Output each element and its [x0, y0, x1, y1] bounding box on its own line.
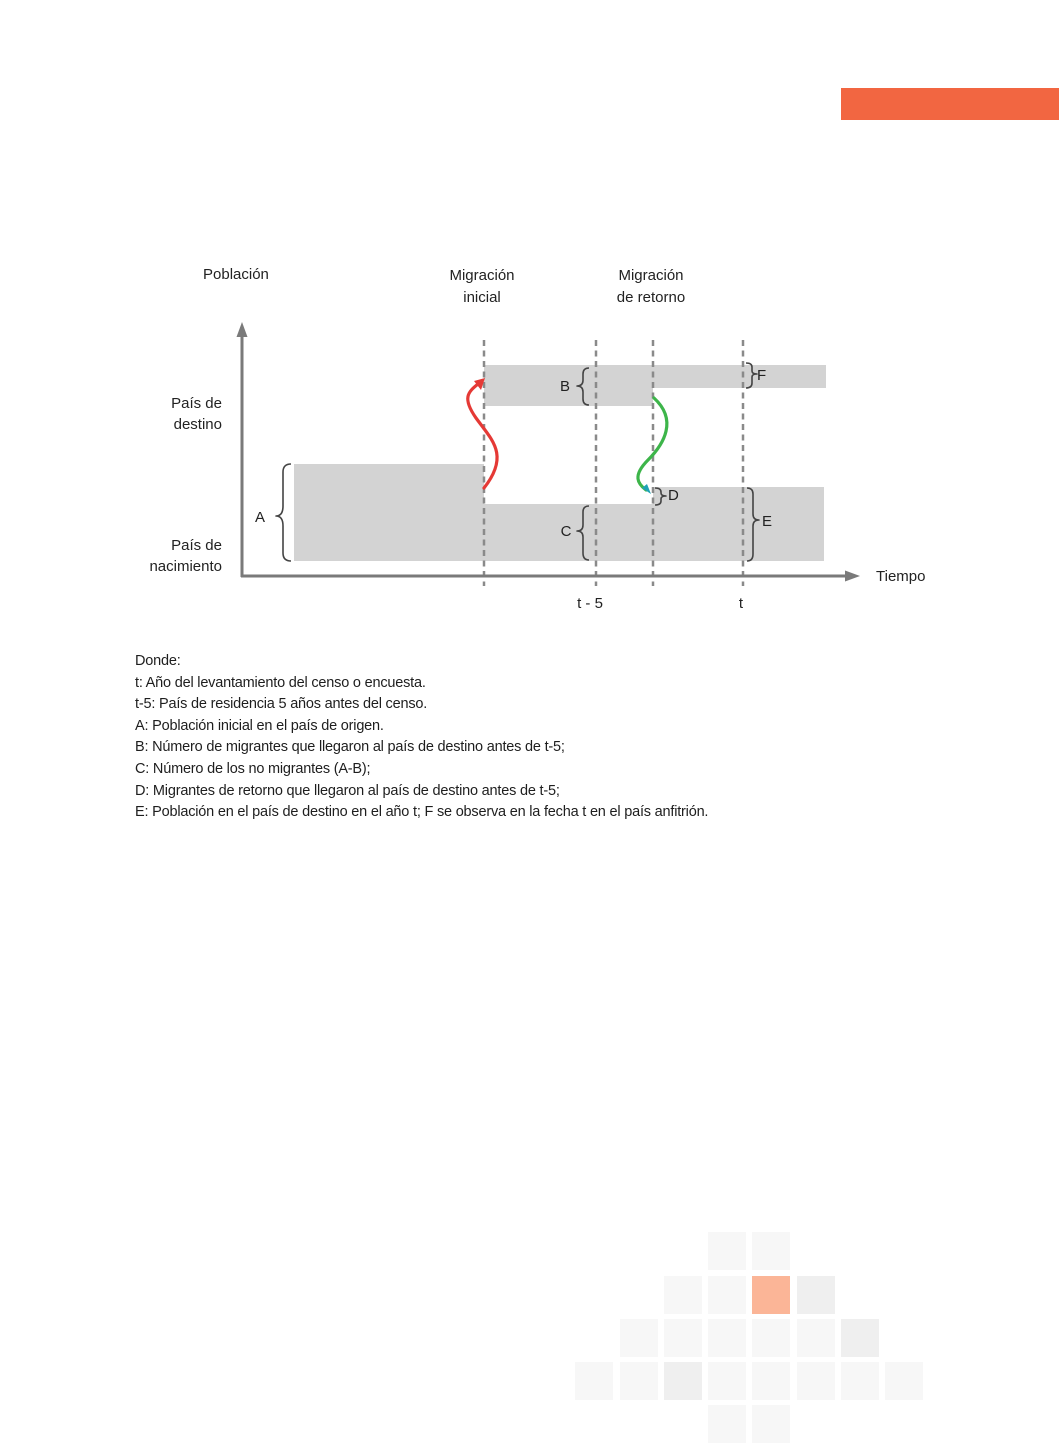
- return-migration-arrow: [638, 398, 667, 490]
- y-axis-title: Población: [203, 266, 269, 283]
- deco-square: [708, 1405, 746, 1443]
- label-destination-line1: País de: [171, 395, 222, 412]
- legend-line: E: Población en el país de destino en el año t; F se observa en la fecha t en el país anfitrión.: [135, 804, 709, 821]
- deco-square: [752, 1319, 790, 1357]
- deco-square: [797, 1362, 835, 1400]
- deco-square: [885, 1362, 923, 1400]
- legend-line: C: Número de los no migrantes (A-B);: [135, 760, 371, 777]
- label-destination-line2: destino: [173, 416, 222, 433]
- deco-square: [708, 1319, 746, 1357]
- legend-line: B: Número de migrantes que llegaron al país de destino antes de t-5;: [135, 739, 565, 756]
- deco-square: [752, 1232, 790, 1270]
- legend-intro: Donde:: [135, 653, 181, 669]
- deco-square: [797, 1319, 835, 1357]
- tick-t-minus-5: t - 5: [577, 595, 603, 612]
- legend-line: t: Año del levantamiento del censo o encuesta.: [135, 674, 426, 691]
- deco-square: [708, 1232, 746, 1270]
- band-remaining-migrants: [653, 365, 826, 388]
- band-initial-population: [294, 464, 484, 561]
- deco-square: [664, 1362, 702, 1400]
- segment-label-B: B: [559, 378, 571, 395]
- label-birth-line1: País de: [171, 537, 222, 554]
- deco-square: [797, 1276, 835, 1314]
- deco-square: [664, 1276, 702, 1314]
- tick-t: t: [738, 595, 744, 612]
- label-birth-line2: nacimiento: [149, 558, 222, 575]
- deco-square: [752, 1405, 790, 1443]
- deco-square-accent: [752, 1276, 790, 1314]
- label-initial-migration-line2: inicial: [463, 289, 501, 306]
- y-axis-arrowhead: [237, 322, 248, 337]
- segment-label-C: C: [560, 523, 572, 540]
- legend-line: t-5: País de residencia 5 años antes del censo.: [135, 696, 428, 713]
- deco-square: [841, 1362, 879, 1400]
- label-initial-migration-line1: Migración: [449, 267, 515, 284]
- deco-square: [664, 1319, 702, 1357]
- deco-square: [841, 1319, 879, 1357]
- deco-square: [708, 1276, 746, 1314]
- deco-square: [620, 1362, 658, 1400]
- migration-diagram: [0, 0, 1059, 640]
- x-axis-arrowhead: [845, 571, 860, 582]
- segment-label-D: D: [668, 487, 679, 504]
- brace-A: [276, 464, 291, 561]
- segment-label-A: A: [254, 509, 266, 526]
- x-axis-title: Tiempo: [876, 568, 926, 585]
- label-return-migration-line2: de retorno: [616, 289, 686, 306]
- deco-square: [752, 1362, 790, 1400]
- diagram-legend: [135, 651, 895, 824]
- deco-square: [620, 1319, 658, 1357]
- segment-label-F: F: [757, 367, 767, 384]
- legend-line: D: Migrantes de retorno que llegaron al país de destino antes de t-5;: [135, 782, 560, 799]
- deco-square: [575, 1362, 613, 1400]
- deco-square: [708, 1362, 746, 1400]
- segment-label-E: E: [762, 513, 773, 530]
- legend-line: A: Población inicial en el país de origen.: [135, 717, 384, 734]
- label-return-migration-line1: Migración: [618, 267, 684, 284]
